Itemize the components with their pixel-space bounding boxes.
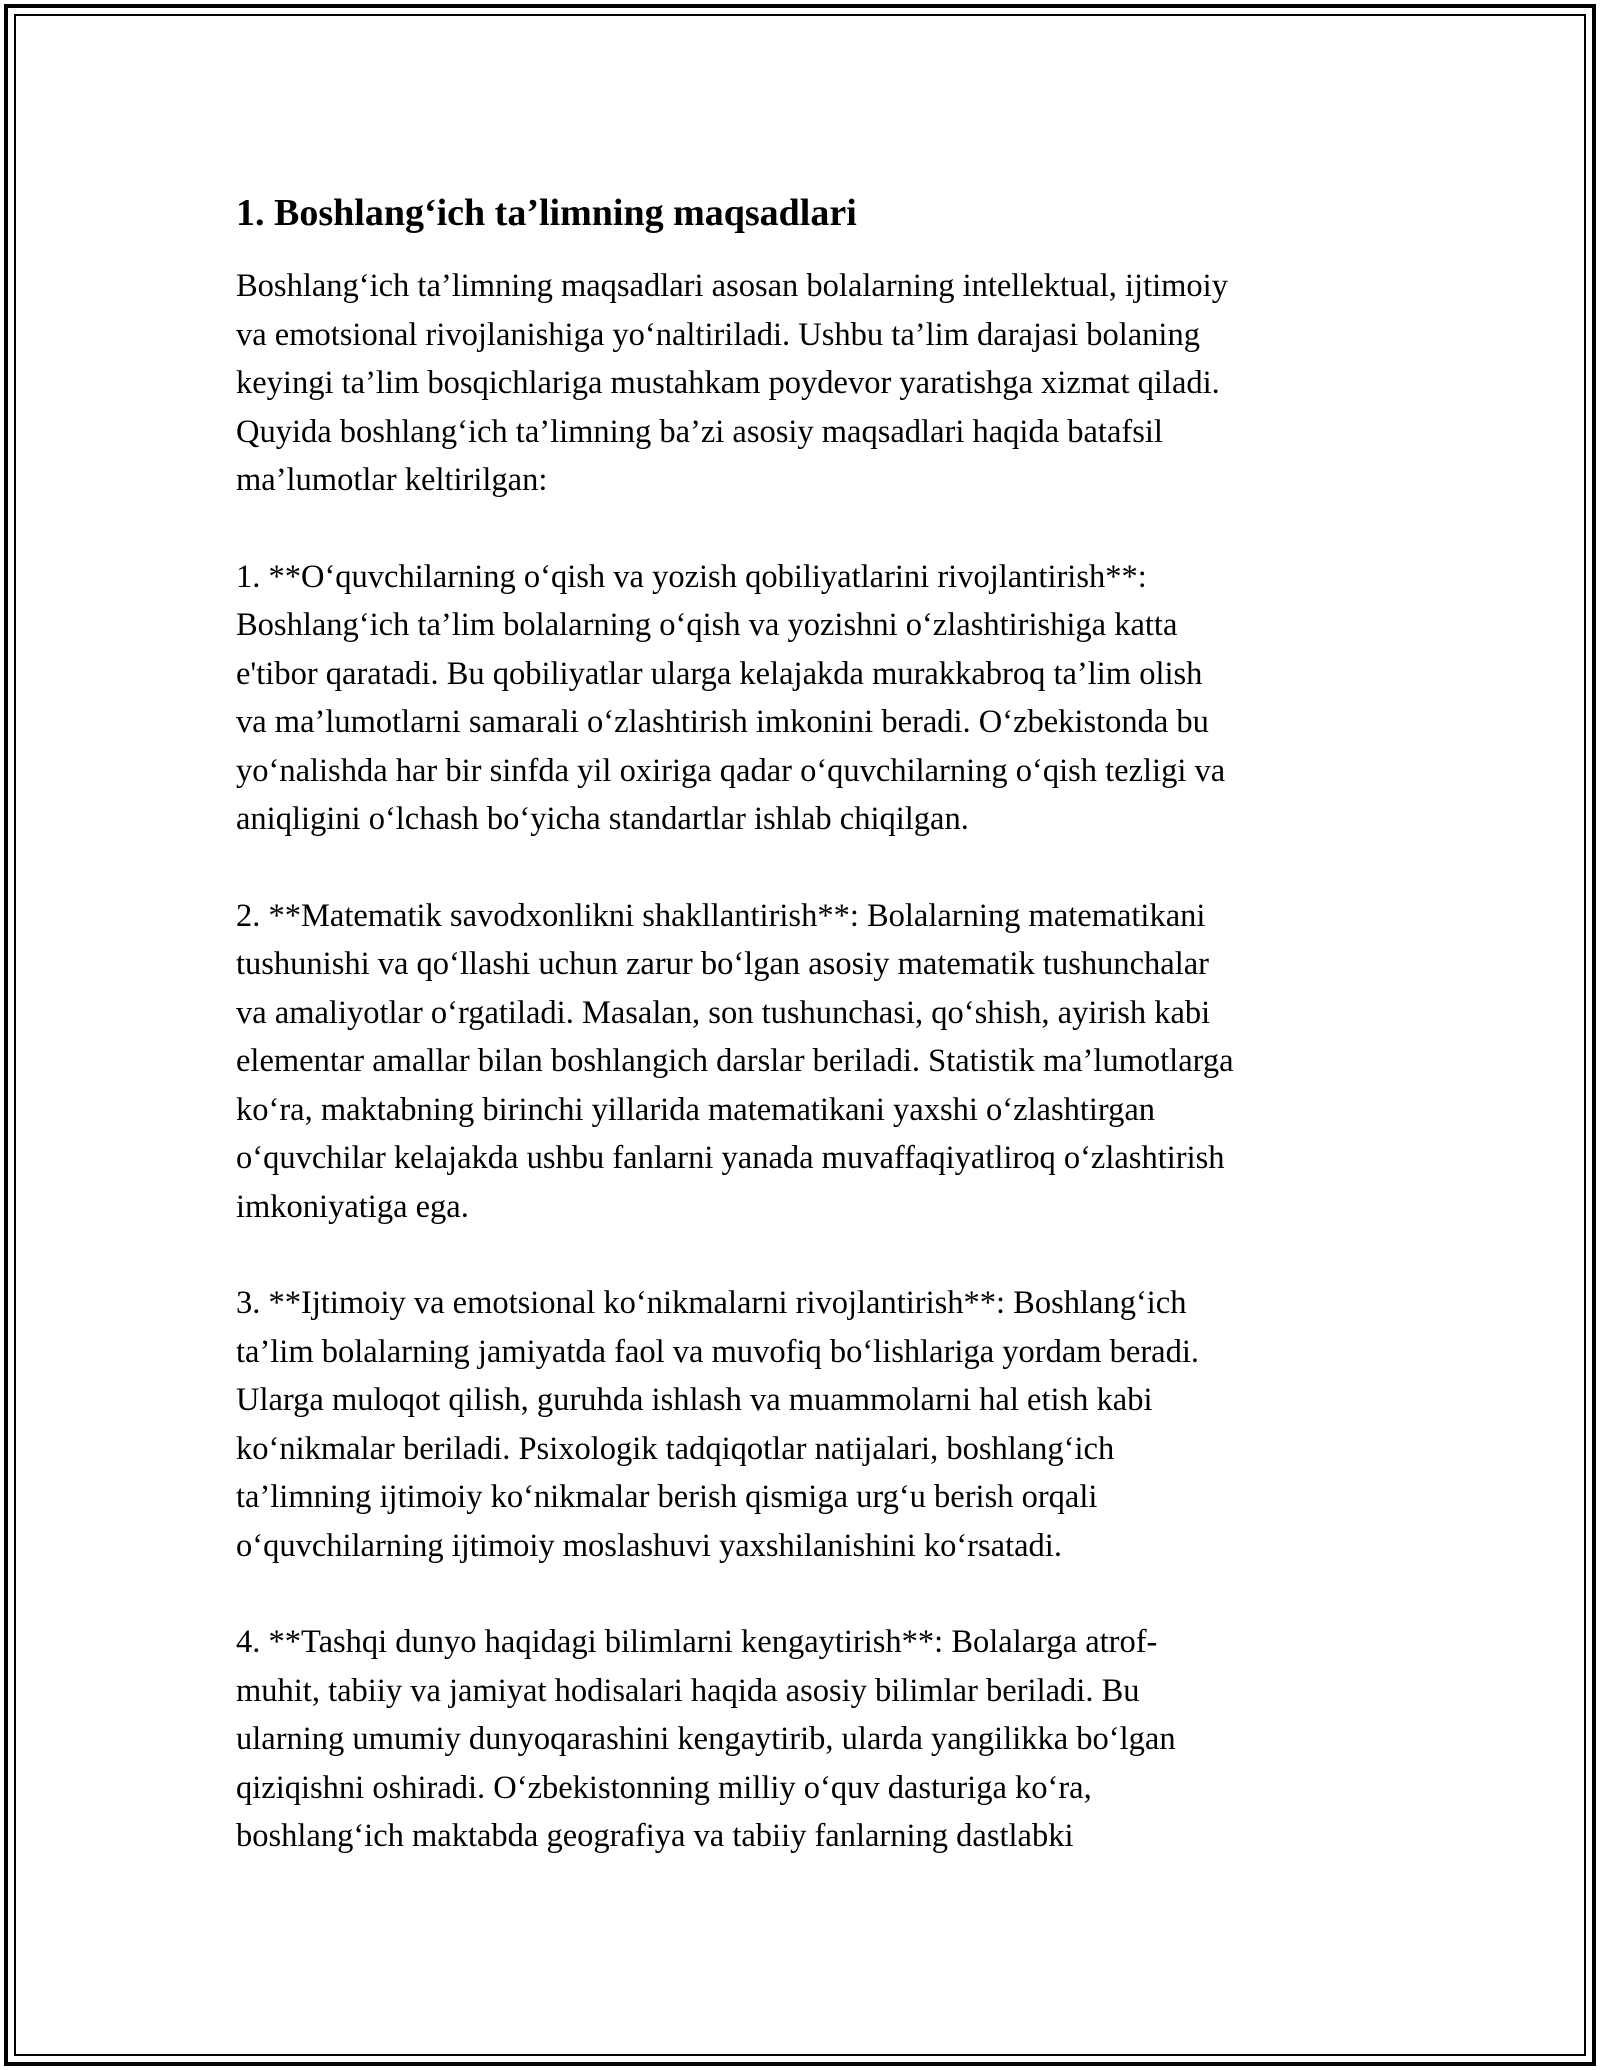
list-item-social-emotional: 3. **Ijtimoiy va emotsional ko‘nikmalarni rivojlantirish**: Boshlang‘ich ta’lim bolalarning jamiyatda faol va muvofiq bo‘lishlariga yordam beradi. Ularga muloqot qilish, guruhda ishlash va muammolarni hal etish kabi ko‘nikmalar beriladi. Psixologik tadqiqotlar natijalari, boshlang‘ich ta’limning ijtimoiy ko‘nikmalar berish qismiga urg‘u berish orqali o‘quvchilarning ijtimoiy moslashuvi yaxshilanishini ko‘rsatadi.	[236, 1285, 1199, 1564]
list-item-outside-world: 4. **Tashqi dunyo haqidagi bilimlarni kengaytirish**: Bolalarga atrof- muhit, tabiiy va jamiyat hodisalari haqida asosiy bilimlar beriladi. Bu ularning umumiy dunyoqarashini kengaytirib, ularda yangilikka bo‘lgan qiziqishni oshiradi. O‘zbekistonning milliy o‘quv dasturiga ko‘ra, boshlang‘ich maktabda geografiya va tabiiy fanlarning dastlabki	[236, 1624, 1176, 1854]
list-item-math-literacy: 2. **Matematik savodxonlikni shakllantirish**: Bolalarning matematikani tushunishi va qo‘llashi uchun zarur bo‘lgan asosiy matematik tushunchalar va amaliyotlar o‘rgatiladi. Masalan, son tushunchasi, qo‘shish, ayirish kabi elementar amallar bilan boshlangich darslar beriladi. Statistik ma’lumotlarga ko‘ra, maktabning birinchi yillarida matematikani yaxshi o‘zlashtirgan o‘quvchilar kelajakda ushbu fanlarni yanada muvaffaqiyatliroq o‘zlashtirish imkoniyatiga ega.	[236, 897, 1234, 1225]
section-heading: 1. Boshlang‘ich ta’limning maqsadlari	[236, 192, 857, 234]
document-body	[236, 186, 1386, 1909]
intro-paragraph: Boshlang‘ich ta’limning maqsadlari asosan bolalarning intellektual, ijtimoiy va emotsional rivojlanishiga yo‘naltiriladi. Ushbu ta’lim darajasi bolaning keyingi ta’lim bosqichlariga mustahkam poydevor yaratishga xizmat qiladi. Quyida boshlang‘ich ta’limning ba’zi asosiy maqsadlari haqida batafsil ma’lumotlar keltirilgan:	[236, 268, 1228, 498]
list-item-reading-writing: 1. **O‘quvchilarning o‘qish va yozish qobiliyatlarini rivojlantirish**: Boshlang‘ich ta’lim bolalarning o‘qish va yozishni o‘zlashtirishiga katta e'tibor qaratadi. Bu qobiliyatlar ularga kelajakda murakkabroq ta’lim olish va ma’lumotlarni samarali o‘zlashtirish imkonini beradi. O‘zbekistonda bu yo‘nalishda har bir sinfda yil oxiriga qadar o‘quvchilarning o‘qish tezligi va aniqligini o‘lchash bo‘yicha standartlar ishlab chiqilgan.	[236, 558, 1226, 837]
